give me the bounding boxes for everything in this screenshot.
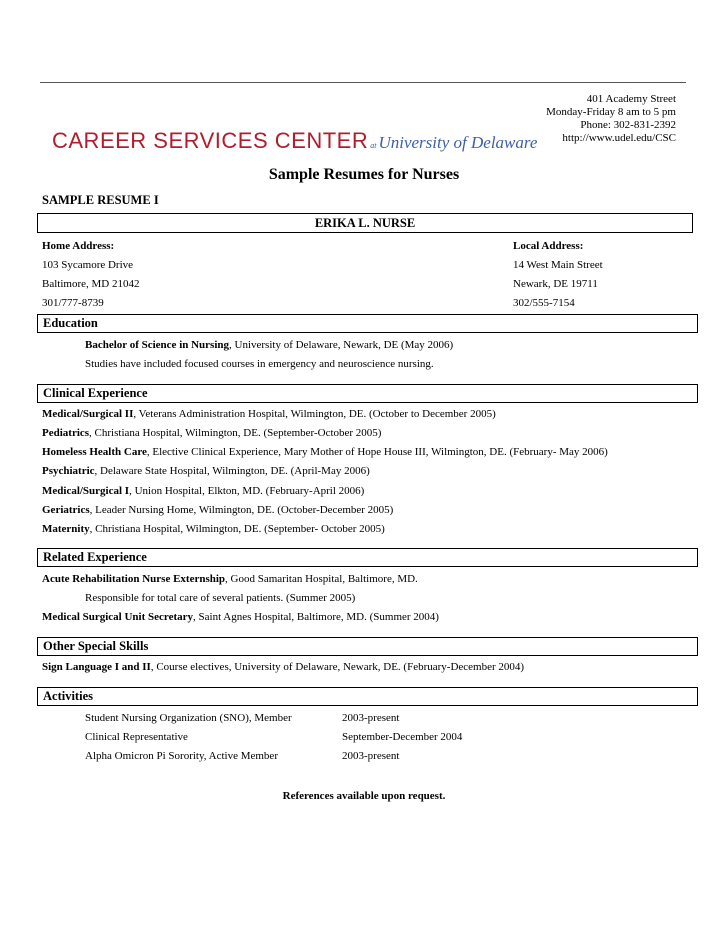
clinical-item-title: Homeless Health Care	[42, 446, 147, 458]
clinical-item-details: , Christiana Hospital, Wilmington, DE. (September-October 2005)	[89, 427, 382, 439]
candidate-name: ERIKA L. NURSE	[37, 213, 693, 233]
career-services-logo	[52, 128, 537, 154]
top-rule	[40, 82, 686, 83]
local-address-heading: Local Address:	[513, 240, 584, 252]
section-clinical-heading: Clinical Experience	[37, 384, 698, 403]
clinical-item	[42, 485, 364, 497]
clinical-item-title: Medical/Surgical I	[42, 485, 130, 497]
contact-street: 401 Academy Street	[586, 93, 676, 105]
clinical-item-title: Geriatrics	[42, 504, 90, 516]
section-activities-heading: Activities	[37, 687, 698, 706]
home-address	[42, 237, 139, 313]
page-title: Sample Resumes for Nurses	[268, 166, 460, 183]
related-item-details: , Saint Agnes Hospital, Baltimore, MD. (Summer 2004)	[193, 611, 439, 623]
section-skills-heading: Other Special Skills	[37, 637, 698, 656]
education-degree	[85, 339, 453, 351]
local-address-phone: 302/555-7154	[513, 297, 575, 309]
home-address-heading: Home Address:	[42, 240, 115, 252]
activity-date: 2003-present	[342, 712, 400, 724]
home-address-phone: 301/777-8739	[42, 297, 104, 309]
skills-item-title: Sign Language I and II	[42, 661, 151, 673]
activity-date: 2003-present	[342, 750, 400, 762]
contact-hours: Monday-Friday 8 am to 5 pm	[546, 106, 676, 118]
contact-block	[546, 93, 676, 145]
degree-details: , University of Delaware, Newark, DE (May 2006)	[229, 339, 454, 351]
activity-name: Student Nursing Organization (SNO), Member	[85, 712, 292, 724]
clinical-item-details: , Christiana Hospital, Wilmington, DE. (September- October 2005)	[89, 523, 385, 535]
related-item	[42, 611, 439, 623]
skills-item-details: , Course electives, University of Delaware, Newark, DE. (February-December 2004)	[150, 661, 525, 673]
clinical-item-title: Psychiatric	[42, 465, 95, 477]
skills-item	[42, 661, 524, 673]
related-item	[42, 573, 418, 585]
logo-university-text: University of Delaware	[378, 133, 538, 152]
home-address-line: 103 Sycamore Drive	[42, 259, 134, 271]
activity-name: Clinical Representative	[85, 731, 188, 743]
clinical-item-details: , Veterans Administration Hospital, Wilmington, DE. (October to December 2005)	[133, 408, 496, 420]
home-address-line: Baltimore, MD 21042	[42, 278, 140, 290]
section-education-heading: Education	[37, 314, 698, 333]
clinical-item-title: Medical/Surgical II	[42, 408, 134, 420]
clinical-item-details: , Elective Clinical Experience, Mary Mother of Hope House III, Wilmington, DE. (February- May 2006)	[146, 446, 608, 458]
clinical-item-details: , Leader Nursing Home, Wilmington, DE. (October-December 2005)	[89, 504, 394, 516]
related-item-title: Medical Surgical Unit Secretary	[42, 611, 194, 623]
section-related-heading: Related Experience	[37, 548, 698, 567]
education-studies: Studies have included focused courses in emergency and neuroscience nursing.	[85, 358, 434, 370]
related-item-details: , Good Samaritan Hospital, Baltimore, MD.	[225, 573, 418, 585]
resume-label: SAMPLE RESUME I	[42, 193, 159, 207]
local-address-line: Newark, DE 19711	[513, 278, 598, 290]
references-note: References available upon request.	[282, 790, 446, 802]
local-address-line: 14 West Main Street	[513, 259, 603, 271]
contact-url[interactable]: http://www.udel.edu/CSC	[562, 132, 676, 144]
related-item-detail: Responsible for total care of several patients. (Summer 2005)	[85, 592, 356, 604]
related-item-title: Acute Rehabilitation Nurse Externship	[42, 573, 226, 585]
activity-name: Alpha Omicron Pi Sorority, Active Member	[85, 750, 278, 762]
clinical-item-title: Maternity	[42, 523, 90, 535]
clinical-item	[42, 408, 496, 420]
clinical-item	[42, 465, 370, 477]
clinical-item	[42, 446, 608, 458]
clinical-item-details: , Union Hospital, Elkton, MD. (February-April 2006)	[129, 485, 365, 497]
clinical-item	[42, 523, 385, 535]
local-address	[513, 237, 603, 313]
clinical-item	[42, 504, 393, 516]
clinical-item-details: , Delaware State Hospital, Wilmington, DE. (April-May 2006)	[94, 465, 370, 477]
clinical-item-title: Pediatrics	[42, 427, 90, 439]
contact-phone: Phone: 302-831-2392	[580, 119, 676, 131]
activity-date: September-December 2004	[342, 731, 463, 743]
degree-title: Bachelor of Science in Nursing	[85, 339, 230, 351]
logo-at-text: at	[370, 141, 377, 150]
clinical-item	[42, 427, 381, 439]
logo-main-text: CAREER SERVICES CENTER	[52, 128, 369, 153]
